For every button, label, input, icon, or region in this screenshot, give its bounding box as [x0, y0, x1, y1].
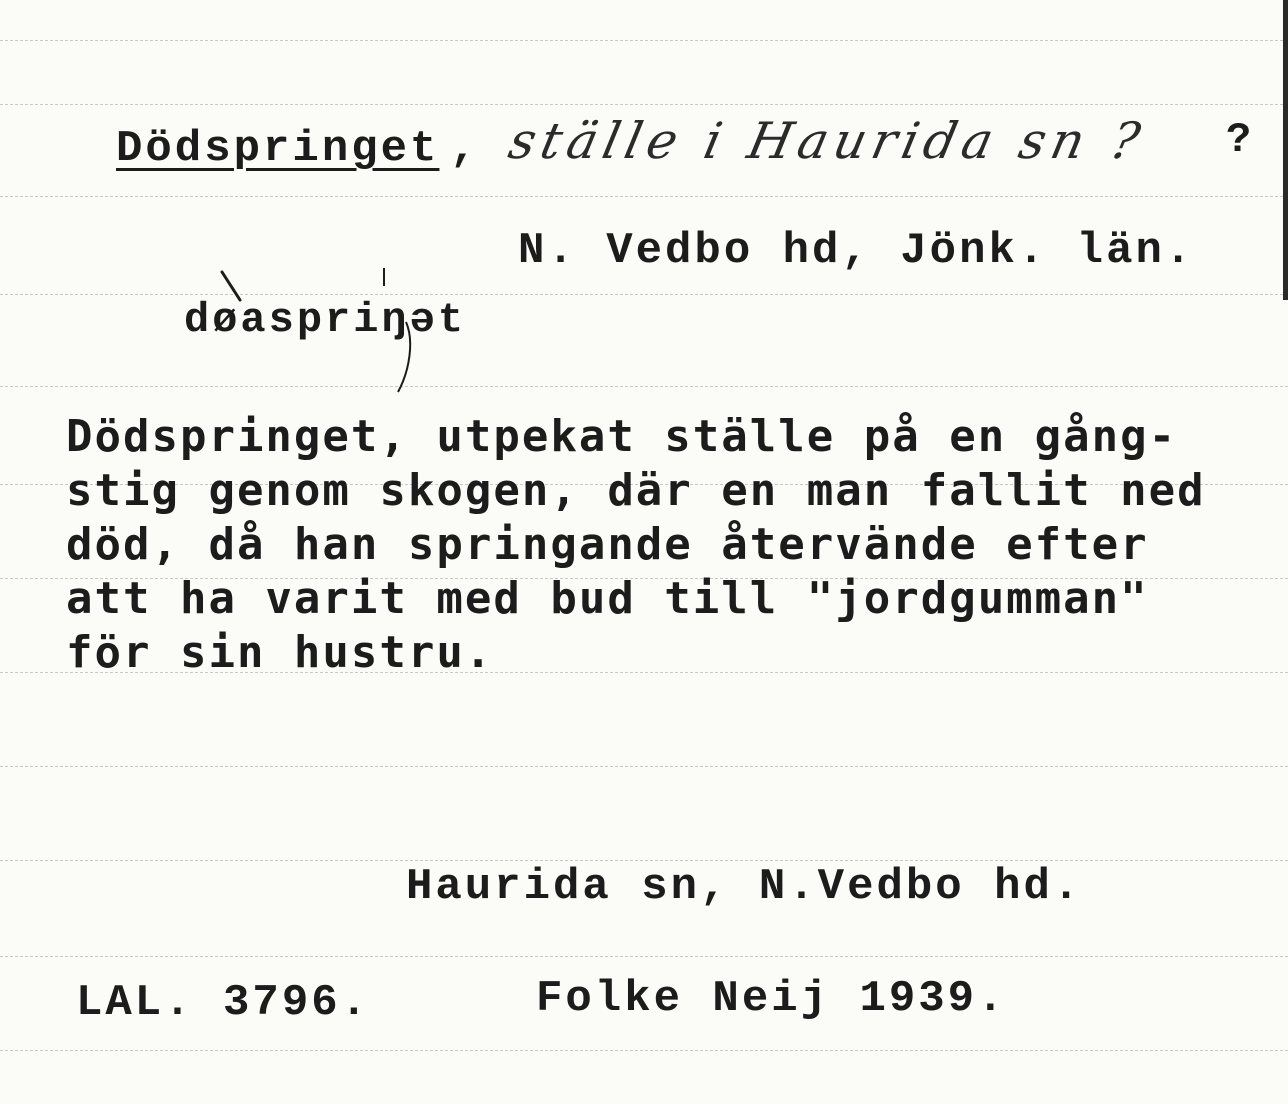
card-heading: Dödspringet	[116, 124, 440, 174]
handwritten-note: ställe i Haurida sn ?	[503, 112, 1151, 170]
archive-reference: LAL. 3796.	[76, 978, 371, 1028]
phonetic-transcription: døaspriŋət	[184, 296, 467, 344]
region-line: N. Vedbo hd, Jönk. län.	[518, 226, 1195, 276]
place-line: Haurida sn, N.Vedbo hd.	[406, 862, 1083, 912]
collector-line: Folke Neij 1939.	[536, 974, 1007, 1024]
heading-comma: ,	[450, 124, 480, 174]
question-mark: ?	[1226, 116, 1255, 164]
description-text: Dödspringet, utpekat ställe på en gång- stig genom skogen, där en man fallit ned död, då han springande återvände efter att ha varit med bud till "jordgumman" för sin hustru.	[66, 411, 1206, 678]
